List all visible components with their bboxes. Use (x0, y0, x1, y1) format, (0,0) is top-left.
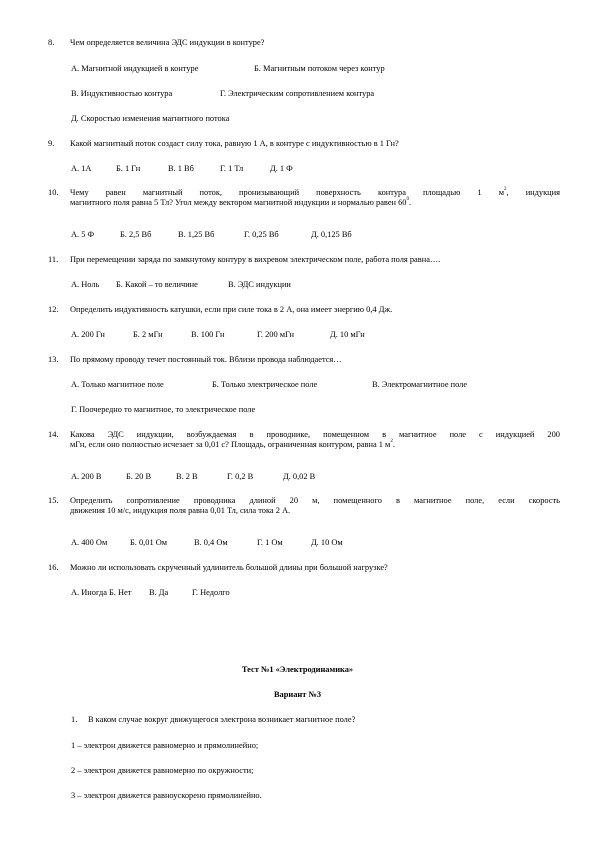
question-text-tail: , индукция (506, 188, 560, 197)
option: В. 0,4 Ом (194, 538, 228, 547)
option: А. 200 В (71, 472, 102, 481)
question-number: 10. (48, 188, 59, 197)
question-text: Чему равен магнитный поток, пронизывающий поверхность контура площадью 1 м (70, 188, 505, 197)
question-11 (48, 255, 560, 265)
question-text: В каком случае вокруг движущегося электрона возникает магнитное поле? (88, 715, 356, 724)
option: Б. 20 В (126, 472, 152, 481)
option: Б. 2,5 Вб (120, 230, 152, 239)
question-text: Чем определяется величина ЭДС индукции в контуре? (70, 38, 265, 47)
section-title: Тест №1 «Электродинамика» (241, 665, 354, 674)
question-number: 9. (48, 139, 55, 148)
question-16 (48, 563, 560, 573)
option: Д. 10 мГн (330, 330, 365, 339)
option: Б. Нет (109, 588, 132, 597)
question-text: Какова ЭДС индукции, возбуждаемая в проводнике, помещенном в магнитное поле с индукцией 200 (70, 430, 560, 439)
option: В. Электромагнитное поле (372, 380, 468, 389)
options-row (71, 405, 255, 415)
option: Г. Электрическим сопротивлением контура (220, 89, 375, 98)
question-text: Определить сопротивление проводника длиной 20 м, помещенного в магнитное поле, если скорость (70, 496, 560, 505)
option: Г. 0,25 Вб (244, 230, 279, 239)
option: А. 200 Гн (71, 330, 105, 339)
option: В. ЭДС индукции (228, 280, 291, 289)
question-text: При перемещении заряда по замкнутому контуру в вихревом электрическом поле, работа поля равна…. (70, 255, 441, 264)
option: Г. 200 мГн (257, 330, 295, 339)
question-text: По прямому проводу течет постоянный ток. Вблизи провода наблюдается… (70, 355, 342, 364)
option: Д. Скоростью изменения магнитного потока (71, 114, 230, 123)
option: А. 1А (71, 164, 92, 173)
question-text: магнитного поля равна 5 Тл? Угол между вектором магнитной индукции и нормалью равен 60 (70, 198, 407, 208)
answer-line: 2 – электрон движется равномерно по окружности; (71, 766, 254, 775)
question-number: 11. (48, 255, 59, 264)
question-text-tail: . (392, 440, 395, 450)
option: Б. 0,01 Ом (130, 538, 168, 547)
option: А. Ноль (71, 280, 100, 289)
question-text: движения 10 м/с, индукция поля равна 0,01 Тл, сила тока 2 А. (70, 506, 291, 516)
question-8 (48, 38, 560, 48)
option: Д. 10 Ом (311, 538, 343, 547)
option: Б. 1 Гн (116, 164, 141, 173)
question-12 (48, 305, 560, 315)
option: Б. Магнитным потоком через контур (254, 64, 385, 73)
question-13 (48, 355, 560, 365)
options-row (71, 89, 374, 99)
question-number: 13. (48, 355, 59, 364)
option: Г. 0,2 В (227, 472, 254, 481)
option: А. Магнитной индукцией в контуре (71, 64, 199, 73)
question-text: Можно ли использовать скрученный удлинитель большой длины при большой нагрузке? (70, 563, 388, 572)
option: В. 1,25 Вб (178, 230, 215, 239)
option: Г. 1 Ом (257, 538, 283, 547)
option: Г. Поочередно то магнитное, то электрическое поле (71, 405, 256, 414)
option: В. Индуктивностью контура (71, 89, 173, 98)
answer-line: 3 – электрон движется равноускорено прямолинейно. (71, 791, 262, 800)
question-15 (48, 496, 560, 516)
option: Б. 2 мГн (133, 330, 163, 339)
question-number: 16. (48, 563, 59, 572)
options-row (71, 538, 343, 548)
question-number: 14. (48, 430, 59, 439)
option: Б. Только электрическое поле (212, 380, 318, 389)
superscript: 2 (390, 439, 393, 445)
superscript: 0 (406, 197, 409, 203)
question-text: Какой магнитный поток создаст силу тока, равную 1 А, в контуре с индуктивностью в 1 Гн? (70, 139, 399, 148)
options-row (71, 230, 352, 240)
options-row (71, 280, 291, 290)
question-9 (48, 139, 560, 149)
question-number: 12. (48, 305, 59, 314)
option: А. Иногда (71, 588, 107, 597)
option: А. 5 Ф (71, 230, 95, 239)
question-number: 8. (48, 38, 55, 47)
question-text-tail: . (409, 198, 412, 208)
variant-title: Вариант №3 (273, 690, 322, 699)
question-number: 15. (48, 496, 59, 505)
option: А. 400 Ом (71, 538, 108, 547)
option: В. 2 В (176, 472, 198, 481)
options-row (71, 164, 293, 174)
option: В. Да (149, 588, 169, 597)
option: Д. 1 Ф (270, 164, 293, 173)
question-14 (48, 430, 560, 450)
option: Д. 0,125 Вб (311, 230, 352, 239)
answer-line: 1 – электрон движется равномерно и прямолинейно; (71, 741, 259, 750)
option: В. 1 Вб (168, 164, 194, 173)
options-row (71, 472, 315, 482)
options-row (71, 330, 365, 340)
question-10 (48, 188, 560, 208)
options-row (71, 380, 467, 390)
options-row (71, 64, 385, 74)
question-text: мГн, если оно полностью исчезает за 0,01 с? Площадь, ограниченная контуром, равна 1 м (70, 440, 391, 450)
option: Д. 0,02 В (283, 472, 316, 481)
option: Б. Какой – то величине (116, 280, 198, 289)
option: В. 100 Гн (191, 330, 225, 339)
superscript: 2 (504, 187, 507, 192)
option: Г. Недолго (192, 588, 230, 597)
option: Г. 1 Тл (220, 164, 244, 173)
question-text: Определить индуктивность катушки, если при силе тока в 2 А, она имеет энергию 0,4 Дж. (70, 305, 393, 314)
option: А. Только магнитное поле (71, 380, 164, 389)
options-row (71, 114, 229, 124)
question-number: 1. (71, 715, 78, 724)
options-row (71, 588, 230, 598)
question-1 (71, 715, 355, 725)
